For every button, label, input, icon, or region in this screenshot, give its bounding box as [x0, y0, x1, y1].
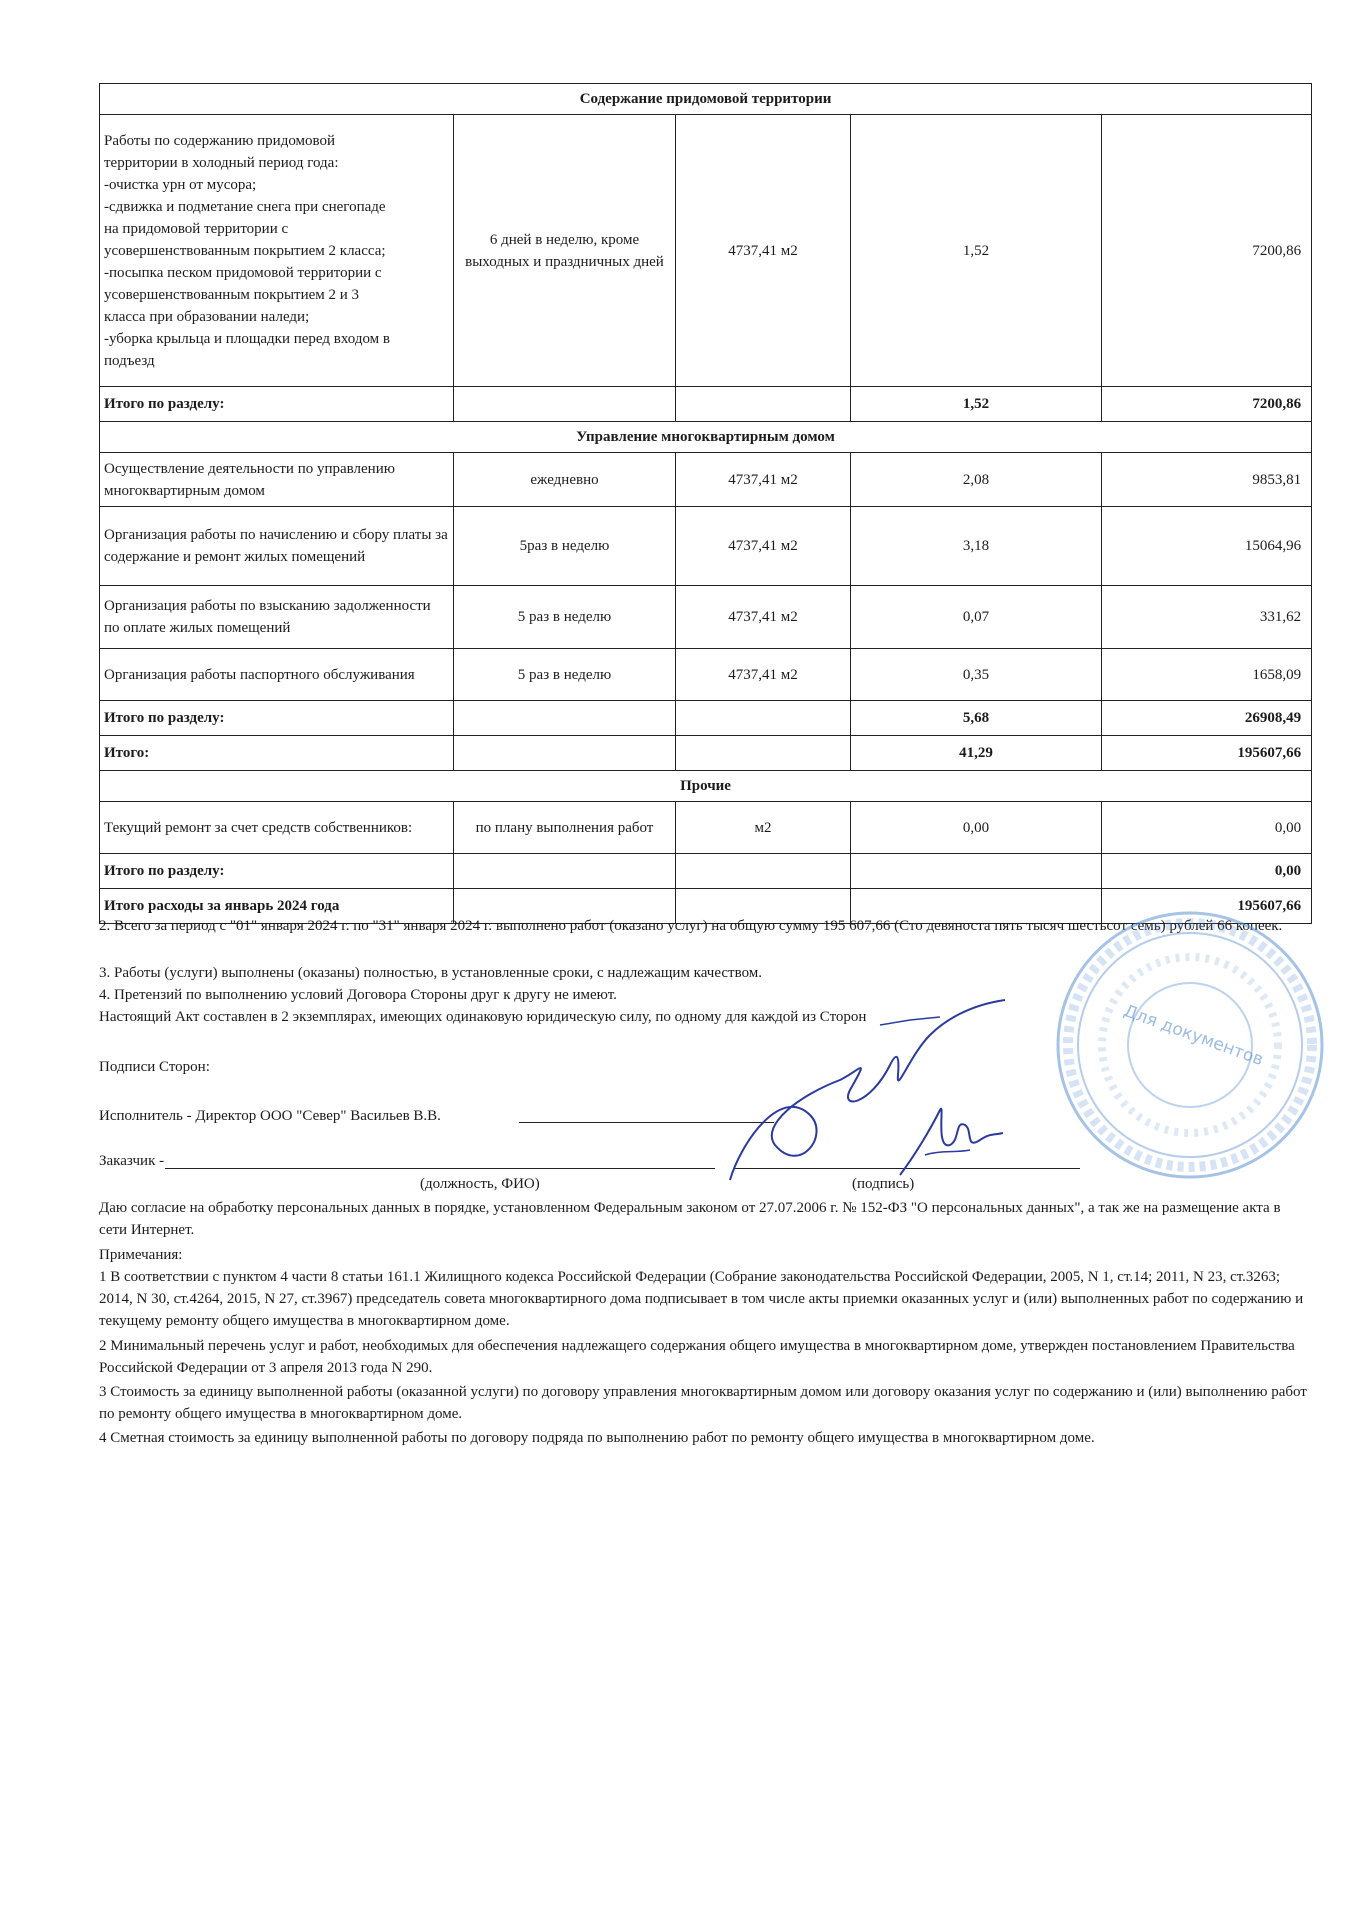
- work-description: Работы по содержанию придомовой территории в холодный период года: -очистка урн от мусора; -сдвижка и подметание снега при снегопаде на придомовой территории с усовершенствованным покрытием 2 класса; -посыпка песком придомовой территории с усовершенствованным покрытием 2 и 3 класса при образовании наледи; -уборка крыльца и площадки перед входом в подъезд: [100, 115, 454, 387]
- work-rate: 2,08: [851, 453, 1102, 507]
- work-frequency: 5раз в неделю: [454, 507, 676, 586]
- subtotal-rate: 5,68: [851, 701, 1102, 736]
- signature-caption: (подпись): [852, 1176, 915, 1192]
- notes-title: Примечания:: [99, 1247, 183, 1263]
- subtotal-row: [100, 854, 1312, 889]
- note-2: 2 Минимальный перечень услуг и работ, необходимых для обеспечения надлежащего содержания общего имущества в многоквартирном доме, утвержден постановлением Правительства Российской Федерации от 3 апреля 2013 года N 290.: [99, 1338, 1295, 1376]
- work-area: 4737,41 м2: [676, 453, 851, 507]
- work-total: 9853,81: [1102, 453, 1312, 507]
- work-description: Осуществление деятельности по управлению многоквартирным домом: [100, 453, 454, 507]
- work-total: 0,00: [1102, 802, 1312, 854]
- table-row: [100, 453, 1312, 507]
- work-total: 1658,09: [1102, 649, 1312, 701]
- work-area: 4737,41 м2: [676, 115, 851, 387]
- paragraph-claims: 4. Претензий по выполнению условий Договора Стороны друг к другу не имеют.: [99, 987, 617, 1003]
- work-description: Организация работы по начислению и сбору платы за содержание и ремонт жилых помещений: [100, 507, 454, 586]
- paragraph-total-sum: 2. Всего за период с "01" января 2024 г. по "31" января 2024 г. выполнено работ (оказано услуг) на общую сумму 195 607,66 (Сто девяноста пять тысяч шестьсот семь) рублей 66 копеек.: [99, 918, 1283, 934]
- customer-label: Заказчик -: [99, 1153, 165, 1169]
- section-header: [100, 422, 1312, 453]
- work-frequency: 6 дней в неделю, кроме выходных и праздничных дней: [454, 115, 676, 387]
- subtotal-total: 7200,86: [1102, 387, 1312, 422]
- subtotal-row: [100, 387, 1312, 422]
- subtotal-rate: 1,52: [851, 387, 1102, 422]
- final-total-label: Итого расходы за январь 2024 года: [100, 889, 454, 924]
- subtotal-label: Итого по разделу:: [100, 854, 454, 889]
- grand-total-row: [100, 736, 1312, 771]
- note-3: 3 Стоимость за единицу выполненной работы (оказанной услуги) по договору управления многоквартирным домом или договору оказания услуг по содержанию и (или) выполнению работ по ремонту общего имущества в многоквартирном доме.: [99, 1384, 1307, 1422]
- table-row: [100, 586, 1312, 649]
- work-area: 4737,41 м2: [676, 649, 851, 701]
- work-total: 15064,96: [1102, 507, 1312, 586]
- customer-name-line: [165, 1168, 715, 1169]
- paragraph-quality: 3. Работы (услуги) выполнены (оказаны) полностью, в установленные сроки, с надлежащим качеством.: [99, 965, 763, 981]
- work-rate: 0,35: [851, 649, 1102, 701]
- position-caption: (должность, ФИО): [420, 1176, 540, 1192]
- table-row: [100, 507, 1312, 586]
- customer-signature: [895, 1095, 1005, 1180]
- signatures-title: Подписи Сторон:: [99, 1059, 210, 1075]
- work-rate: 1,52: [851, 115, 1102, 387]
- work-area: м2: [676, 802, 851, 854]
- paragraph-copies: Настоящий Акт составлен в 2 экземплярах, имеющих одинаковую юридическую силу, по одному для каждой из Сторон: [99, 1009, 867, 1025]
- consent-text: Даю согласие на обработку персональных данных в порядке, установленном Федеральным законом от 27.07.2006 г. № 152-ФЗ "О персональных данных", а так же на размещение акта в сети Интернет.: [99, 1200, 1281, 1238]
- work-total: 331,62: [1102, 586, 1312, 649]
- work-description: Организация работы паспортного обслуживания: [100, 649, 454, 701]
- work-area: 4737,41 м2: [676, 507, 851, 586]
- grand-total-rate: 41,29: [851, 736, 1102, 771]
- note-1: 1 В соответствии с пунктом 4 части 8 статьи 161.1 Жилищного кодекса Российской Федерации (Собрание законодательства Российской Федерации, 2005, N 1, ст.14; 2011, N 23, ст.3263; 2014, N 30, ст.4264, 2015, N 27, ст.3967) председатель совета многоквартирного дома подписывает в том числе акты приемки оказанных услуг и (или) выполненных работ по содержанию и текущему ремонту общего имущества в многоквартирном доме.: [99, 1269, 1304, 1329]
- work-frequency: 5 раз в неделю: [454, 649, 676, 701]
- subtotal-label: Итого по разделу:: [100, 387, 454, 422]
- note-4: 4 Сметная стоимость за единицу выполненной работы по договору подряда по выполнению работ по ремонту общего имущества в многоквартирном доме.: [99, 1430, 1095, 1446]
- subtotal-total: 0,00: [1102, 854, 1312, 889]
- subtotal-label: Итого по разделу:: [100, 701, 454, 736]
- work-frequency: 5 раз в неделю: [454, 586, 676, 649]
- work-total: 7200,86: [1102, 115, 1312, 387]
- work-description: Текущий ремонт за счет средств собственников:: [100, 802, 454, 854]
- section-header: [100, 771, 1312, 802]
- work-frequency: ежедневно: [454, 453, 676, 507]
- section-title: Управление многоквартирным домом: [100, 422, 1312, 453]
- stamp-center-text: Для документов: [1120, 1001, 1266, 1071]
- grand-total-value: 195607,66: [1102, 736, 1312, 771]
- final-total-value: 195607,66: [1102, 889, 1312, 924]
- section-title: Прочие: [100, 771, 1312, 802]
- services-table: [99, 83, 1312, 924]
- grand-total-label: Итого:: [100, 736, 454, 771]
- subtotal-row: [100, 701, 1312, 736]
- work-rate: 0,07: [851, 586, 1102, 649]
- work-rate: 0,00: [851, 802, 1102, 854]
- work-area: 4737,41 м2: [676, 586, 851, 649]
- table-row: [100, 115, 1312, 387]
- work-rate: 3,18: [851, 507, 1102, 586]
- executor-label: Исполнитель - Директор ООО "Север" Васильев В.В.: [99, 1108, 441, 1124]
- table-row: [100, 802, 1312, 854]
- work-description: Организация работы по взысканию задолженности по оплате жилых помещений: [100, 586, 454, 649]
- section-title: Содержание придомовой территории: [100, 84, 1312, 115]
- table-row: [100, 649, 1312, 701]
- subtotal-total: 26908,49: [1102, 701, 1312, 736]
- section-header: [100, 84, 1312, 115]
- work-frequency: по плану выполнения работ: [454, 802, 676, 854]
- round-stamp: [1050, 905, 1330, 1185]
